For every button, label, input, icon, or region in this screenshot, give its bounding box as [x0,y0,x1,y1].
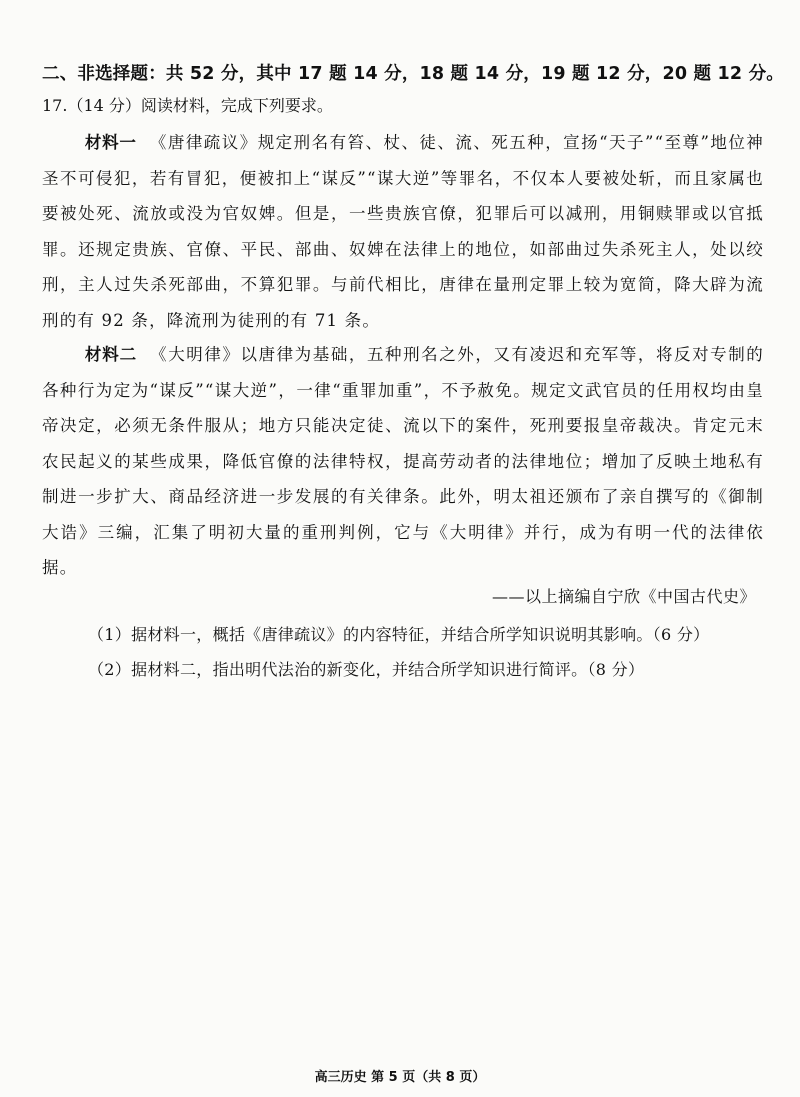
section-heading: 二、非选择题：共 52 分，其中 17 题 14 分，18 题 14 分，19 题 12 分，20 题 12 分。 [42,64,784,84]
material-1-text: 《唐律疏议》规定刑名有笞、杖、徒、流、死五种，宣扬“天子”“至尊”地位神圣不可侵犯，若有冒犯，便被扣上“谋反”“谋大逆”等罪名，不仅本人要被处斩，而且家属也要被处死、流放或没为官奴婢。但是，一些贵族官僚，犯罪后可以减刑，用铜赎罪或以官抵罪。还规定贵族、官僚、平民、部曲、奴婢在法律上的地位，如部曲过失杀死主人，处以绞刑，主人过失杀死部曲，不算犯罪。与前代相比，唐律在量刑定罪上较为宽简，降大辟为流刑的有 92 条，降流刑为徒刑的有 71 条。 [42,133,764,330]
material-1-label: 材料一 [84,133,137,152]
sub-question-2: （2）据材料二，指出明代法治的新变化，并结合所学知识进行简评。（8 分） [88,660,645,679]
question-17-title: 17.（14 分）阅读材料，完成下列要求。 [42,96,333,115]
material-1 [42,125,764,338]
material-2 [42,337,764,586]
material-2-label: 材料二 [84,345,137,364]
source-citation: ——以上摘编自宁欣《中国古代史》 [491,587,756,606]
sub-question-1: （1）据材料一，概括《唐律疏议》的内容特征，并结合所学知识说明其影响。（6 分） [88,625,710,644]
material-2-text: 《大明律》以唐律为基础，五种刑名之外，又有凌迟和充军等，将反对专制的各种行为定为“谋反”“谋大逆”，一律“重罪加重”，不予赦免。规定文武官员的任用权均由皇帝决定，必须无条件服从；地方只能决定徒、流以下的案件，死刑要报皇帝裁决。肯定元末农民起义的某些成果，降低官僚的法律特权，提高劳动者的法律地位；增加了反映土地私有制进一步扩大、商品经济进一步发展的有关律条。此外，明太祖还颁布了亲自撰写的《御制大诰》三编，汇集了明初大量的重刑判例，它与《大明律》并行，成为有明一代的法律依据。 [42,345,764,577]
page-footer: 高三历史 第 5 页（共 8 页） [314,1070,486,1085]
